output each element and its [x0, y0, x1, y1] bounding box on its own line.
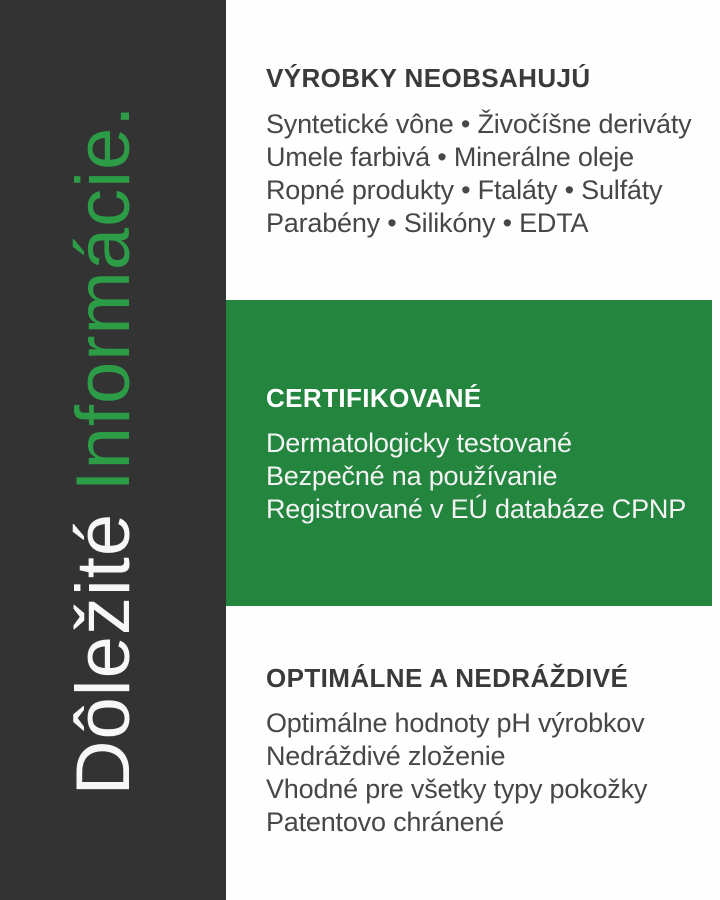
text-line: Bezpečné na používanie — [266, 461, 558, 491]
section-heading-optimal: OPTIMÁLNE A NEDRÁŽDIVÉ — [266, 663, 629, 693]
text-line: Parabény • Silikóny • EDTA — [266, 208, 589, 238]
section-lines-products-exclude — [266, 108, 691, 240]
text-line: Optimálne hodnoty pH výrobkov — [266, 708, 645, 738]
text-line: Dermatologicky testované — [266, 428, 572, 458]
section-heading-certified: CERTIFIKOVANÉ — [266, 383, 482, 413]
section-certified-band — [226, 300, 712, 606]
text-line: Registrované v EÚ databáze CPNP — [266, 494, 687, 524]
text-line: Vhodné pre všetky typy pokožky — [266, 774, 648, 804]
text-line: Nedráždivé zloženie — [266, 741, 506, 771]
text-line: Patentovo chránené — [266, 807, 505, 837]
vertical-title-word-primary: Dôležité — [60, 512, 146, 796]
text-line: Syntetické vône • Živočíšne deriváty — [266, 109, 692, 139]
sidebar-panel — [0, 0, 226, 900]
section-lines-optimal — [266, 707, 647, 839]
text-line: Ropné produkty • Ftaláty • Sulfáty — [266, 175, 663, 205]
section-heading-products-exclude: VÝROBKY NEOBSAHUJÚ — [266, 63, 591, 93]
text-line: Umele farbivá • Minerálne oleje — [266, 142, 634, 172]
vertical-title — [60, 104, 146, 796]
section-lines-certified — [266, 427, 686, 526]
vertical-title-word-accent: Informácie. — [60, 104, 146, 492]
